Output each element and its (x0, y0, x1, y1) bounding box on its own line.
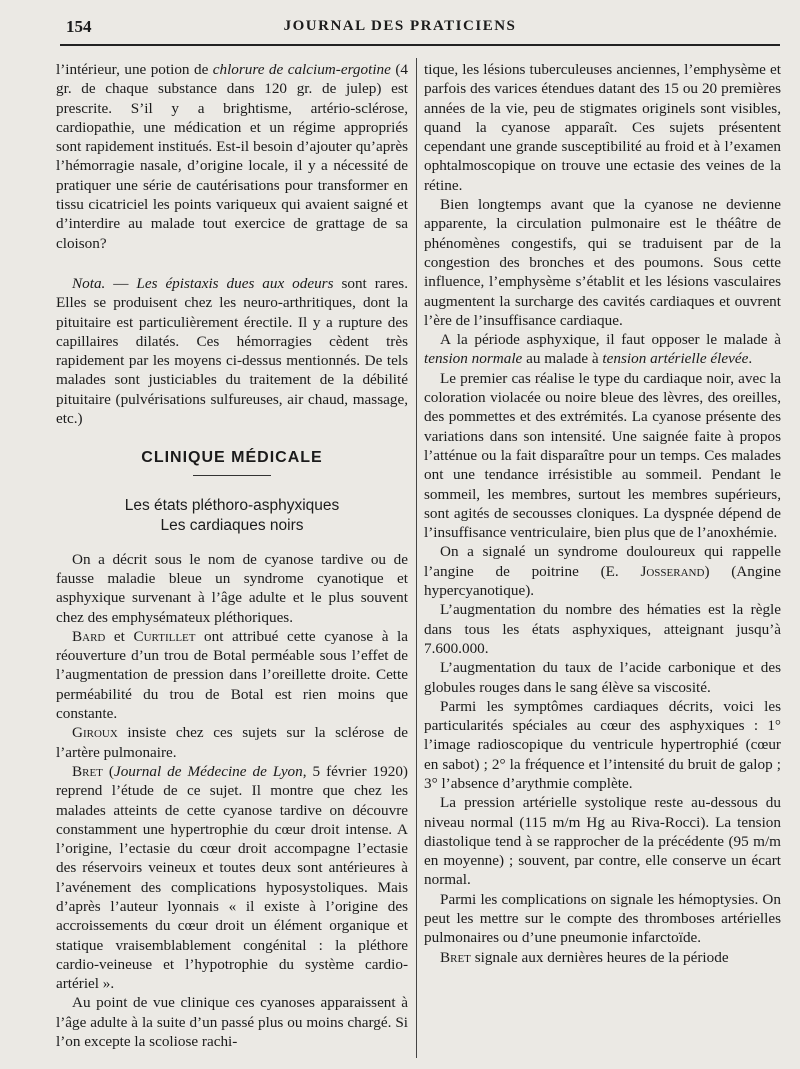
author-name: Bard (72, 627, 106, 645)
column-divider (416, 58, 417, 1058)
italic-text: Journal de Médecine de Lyon (113, 762, 303, 780)
text-run: . (748, 350, 753, 368)
page-number: 154 (66, 17, 92, 36)
text-run: A la période asphyxique, il faut opposer le malade à (440, 331, 781, 349)
italic-text: chlorure de calcium-ergotine (212, 61, 391, 78)
italic-text: tension normale (424, 350, 523, 368)
paragraph: Au point de vue clinique ces cyanoses apparaissent à l’âge adulte à la suite d’un passé plus ou moins chargé. Si l’on excepte la scoliose rachi- (56, 994, 408, 1051)
paragraph (424, 330, 781, 369)
heading-rule (193, 475, 271, 476)
text-run: sont rares. Elles se produisent chez les neuro-arthritiques, dont la pituitaire est particulièrement érectile. Il y a rupture des capillaires dilatés. Ces hémorragies cèdent très rapidement par les moyens ci-dessus mentionnés. De tels malades sont justiciables du traitement de la débilité pituitaire (pulvérisations sulfureuses, air chaud, massage, etc.) (56, 274, 409, 428)
paragraph: Le premier cas réalise le type du cardiaque noir, avec la coloration violacée ou noire bleue des lèvres, des oreilles, des pommettes et des extrémités. La cyanose présente des variations dans son intensité. Une saignée faite à propos l’atténue ou la fait disparaître pour un temps. Ces malades ont une tendance irrésistible au sommeil. Pendant le sommeil, les membres, surtout les membres supérieurs, sont agités de secousses cloniques. La dyspnée dépend de l’insuffisance ventriculaire, bien plus que de l’anoxhémie. (424, 369, 781, 542)
text-run: l’intérieur, une potion de (56, 61, 213, 78)
paragraph: La pression artérielle systolique reste au-dessous du niveau normal (115 m/m Hg au Riva-Rocci). La tension diastolique tend à se rapprocher de la précédente (95 m/m en moyenne) ; souvent, par contre, elle conserve un écart normal. (424, 794, 781, 889)
text-run: (4 gr. de chaque substance dans 120 gr. de julep) est prescrite. S’il y a brightisme, artério-sclérose, cardiopathie, une médication et un régime appropriés sont rapidement institués. Est-il besoin d’ajouter qu’après l’hémorragie nasale, d’origine locale, il y a nécessité de pratiquer une série de cautérisations pour transformer en tissu cicatriciel les points variqueux qui avaient saigné et d’interdire au malade tout exercice de grattage de sa cloison? (56, 61, 408, 252)
paragraph: Parmi les complications on signale les hémoptysies. On peut les mettre sur le compte des thromboses artérielles pulmonaires ou d’une pneumonie infarctoïde. (424, 890, 781, 947)
paragraph: On a décrit sous le nom de cyanose tardive ou de fausse maladie bleue un syndrome cyanotique et asphyxique survenant à l’âge adulte et le plus souvent chez des emphysémateux pléthoriques. (56, 550, 408, 626)
text-run: — (105, 274, 137, 292)
author-name: Curtillet (133, 627, 196, 645)
paragraph (56, 627, 408, 723)
text-run: ( (102, 762, 114, 780)
text-run: signale aux dernières heures de la période (470, 948, 729, 966)
text-run: ) (Angine hypercyanotique). (424, 562, 782, 600)
italic-text: Les épistaxis dues aux odeurs (136, 274, 334, 292)
right-column (424, 60, 781, 967)
spacer (56, 428, 408, 448)
paragraph (56, 60, 408, 253)
page-header (0, 0, 800, 46)
paragraph (56, 762, 408, 994)
paragraph: L’augmentation du nombre des hématies est la règle dans tous les états asphyxiques, atteignant jusqu’à 7.600.000. (424, 601, 781, 657)
journal-title: JOURNAL DES PRATICIENS (283, 18, 517, 34)
italic-text: tension artérielle élevée (602, 350, 749, 368)
author-name: Josserand (640, 562, 705, 580)
text-run: insiste chez ces sujets sur la sclérose de l’artère pulmonaire. (56, 724, 408, 761)
text-run: au malade à (522, 350, 603, 368)
paragraph (424, 542, 781, 600)
text-run: , 5 février 1920) reprend l’étude de ce sujet. Il montre que chez les malades atteints de cette cyanose tardive on découvre constamment une hypertrophie du cœur droit intense. A l’origine, l’ectasie du cœur droit accompagne l’ectasie des réservoirs veineux et toutes deux sont antérieures à l’avénement des complications hyposystoliques. Mais d’après l’auteur lyonnais « il existe à l’origine des accroissements du cœur droit un élément organique et statique vraisemblablement congénital : la pléthore cardio-veineuse et l’hypotrophie du système cardio-artériel ». (56, 762, 408, 993)
nota-paragraph (56, 274, 408, 428)
author-name: Bret (72, 762, 103, 780)
paragraph: tique, les lésions tuberculeuses anciennes, l’emphysème et parfois des varices étendues datant des 15 ou 20 premières années de la vie, peu de stigmates originels sont visibles, quand la cyanose apparaît. Ces sujets présentent cependant une grande susceptibilité au froid et à l’examen ophtalmoscopique on trouve une ectasie des veines de la rétine. (424, 61, 781, 194)
text-run: et (105, 627, 134, 645)
author-name: Bret (440, 948, 471, 966)
left-column (56, 60, 408, 1051)
paragraph: Parmi les symptômes cardiaques décrits, voici les particularités spéciales au cœur des asphyxiques : 1° l’image radioscopique du ventricule hypertrophié (cœur en sabot) ; 2° la fréquence et l’intensité du bruit de galop ; 3° l’absence d’arythmie complète. (424, 697, 781, 792)
header-rule (60, 44, 780, 46)
article-subtitle: Les cardiaques noirs (160, 516, 304, 534)
paragraph (424, 948, 781, 967)
section-heading: CLINIQUE MÉDICALE (141, 449, 323, 467)
article-title: Les états pléthoro-asphyxiques (124, 496, 340, 514)
text-run: On a signalé un syndrome douloureux qui rappelle l’angine de poitrine (E. (424, 543, 781, 580)
nota-label: Nota. (72, 274, 106, 292)
paragraph: L’augmentation du taux de l’acide carbonique et des globules rouges dans le sang élève sa viscosité. (424, 659, 781, 696)
paragraph: Bien longtemps avant que la cyanose ne devienne apparente, la circulation pulmonaire est le théâtre de phénomènes congestifs, qui se traduisent par de la congestion des bronches et des poumons. Sous cette influence, l’emphysème s’établit et les lésions vasculaires augmentent la surcharge des cavités cardiaques et ouvrent l’ère de l’insuffisance cardiaque. (424, 196, 781, 329)
author-name: Giroux (72, 724, 118, 742)
text-run: ont attribué cette cyanose à la réouverture d’un trou de Botal perméable sous l’effet de l’augmentation de pression dans l’oreillette droite. Cette perméabilité du trou de Botal est rien moins que constante. (56, 627, 408, 723)
paragraph (56, 723, 408, 762)
